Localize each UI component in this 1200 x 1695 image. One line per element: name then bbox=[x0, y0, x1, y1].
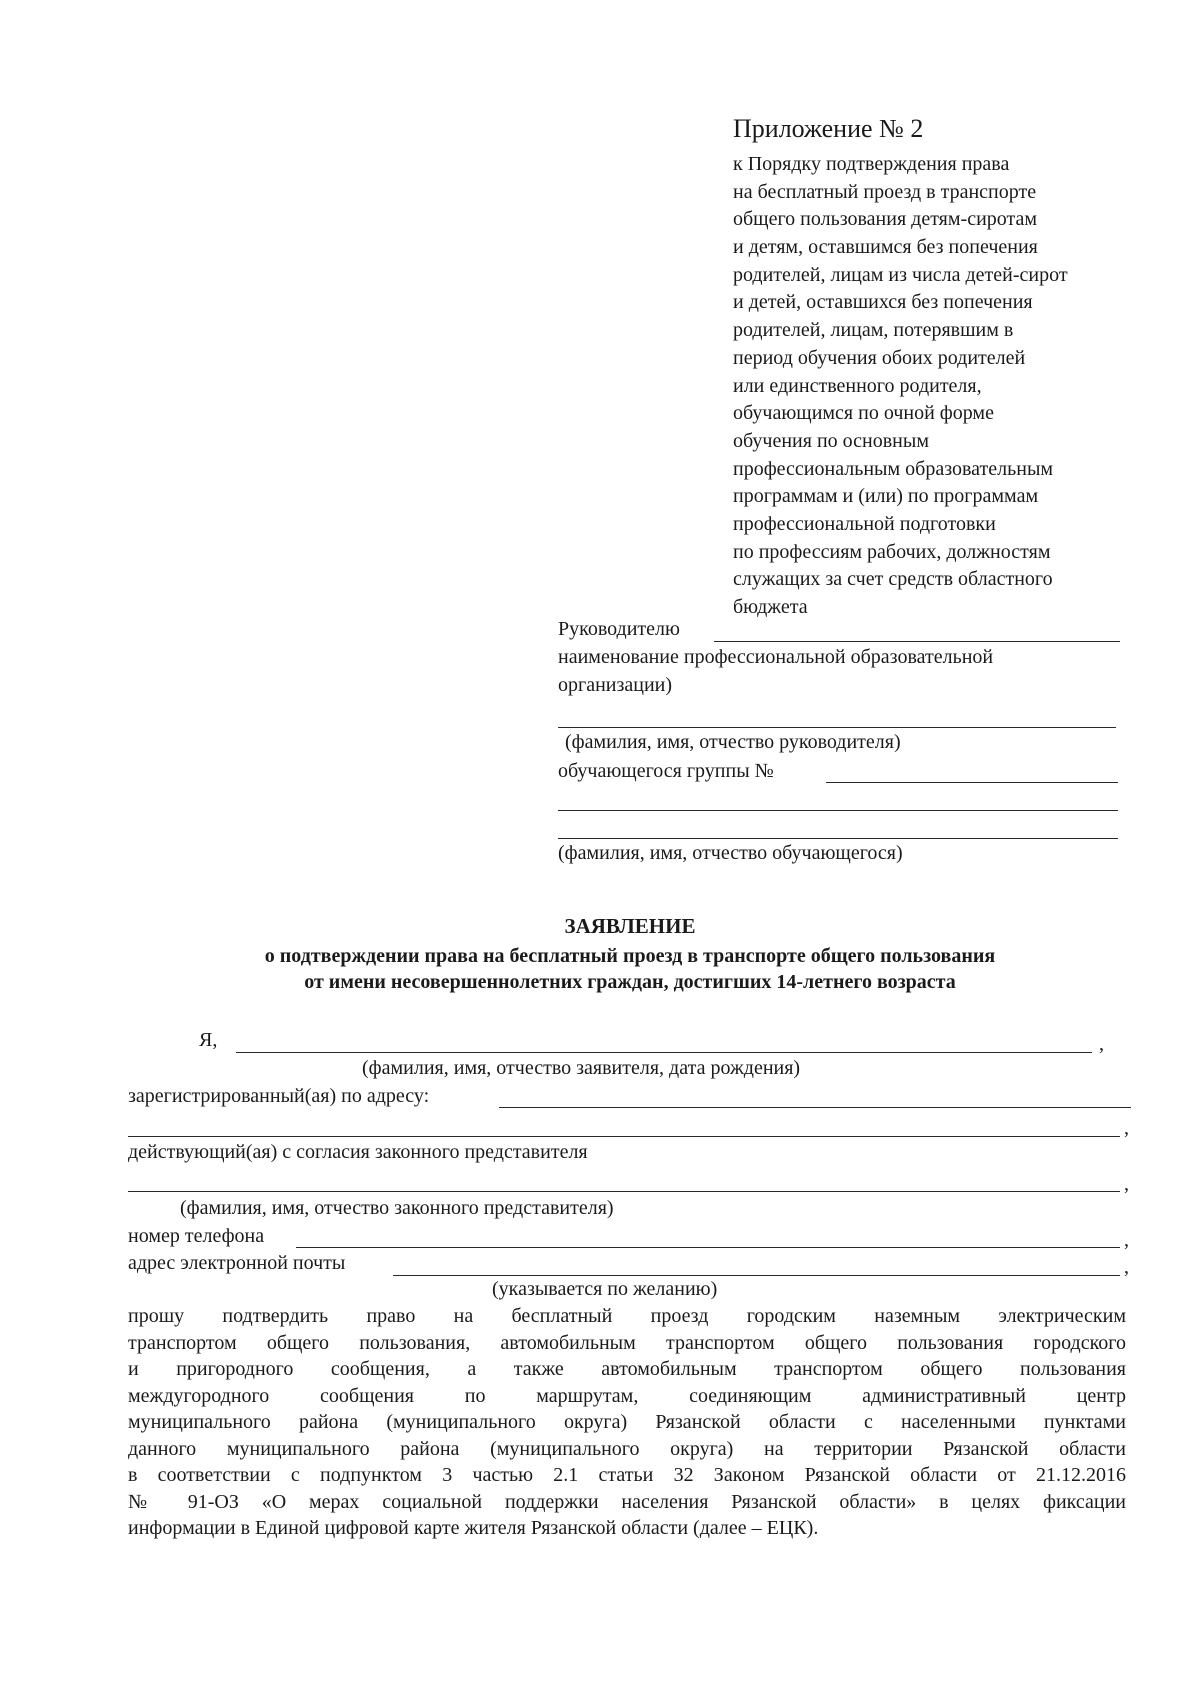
comma: , bbox=[1099, 1033, 1104, 1055]
student-group-field[interactable] bbox=[826, 782, 1118, 783]
paragraph-line: и пригородного сообщения, а также автомобильным транспортом общего пользования bbox=[128, 1358, 1126, 1380]
appendix-line: программам и (или) по программам bbox=[733, 485, 1039, 508]
paragraph-line: транспортом общего пользования, автомобильным транспортом общего пользования городского bbox=[128, 1331, 1126, 1354]
comma: , bbox=[1124, 1229, 1129, 1251]
appendix-line: обучающимся по очной форме bbox=[733, 402, 994, 425]
head-label: Руководителю bbox=[558, 618, 680, 640]
appendix-description bbox=[733, 151, 1068, 622]
phone-label: номер телефона bbox=[128, 1225, 265, 1247]
representative-name-field[interactable] bbox=[128, 1191, 1120, 1192]
appendix-line: профессиональным образовательным bbox=[733, 457, 1054, 480]
appendix-line: служащих за счет средств областного bbox=[733, 568, 1053, 591]
comma: , bbox=[1124, 1256, 1129, 1278]
request-paragraph bbox=[128, 1303, 1126, 1542]
paragraph-line: № 91-ОЗ «О мерах социальной поддержки населения Рязанской области» в целях фиксации bbox=[128, 1490, 1126, 1513]
address-field-1[interactable] bbox=[499, 1107, 1131, 1108]
paragraph-line: муниципального района (муниципального округа) Рязанской области с населенными пунктами bbox=[128, 1411, 1126, 1433]
address-field-2[interactable] bbox=[128, 1136, 1120, 1137]
appendix-line: родителей, лицам, потерявшим в bbox=[733, 319, 1014, 342]
applicant-label: Я, bbox=[199, 1029, 218, 1051]
appendix-line: к Порядку подтверждения права bbox=[733, 153, 1010, 175]
paragraph-line: данного муниципального района (муниципального округа) на территории Рязанской области bbox=[128, 1437, 1126, 1460]
applicant-hint: (фамилия, имя, отчество заявителя, дата рождения) bbox=[362, 1057, 801, 1079]
email-hint: (указывается по желанию) bbox=[492, 1278, 718, 1300]
appendix-line: и детей, оставшихся без попечения bbox=[733, 291, 1033, 314]
student-name-hint: (фамилия, имя, отчество обучающегося) bbox=[558, 842, 903, 864]
statement-subtitle: о подтверждении права на бесплатный проезд в транспорте общего пользования bbox=[264, 945, 996, 967]
appendix-line: бюджета bbox=[733, 596, 808, 618]
appendix-line: период обучения обоих родителей bbox=[733, 346, 1026, 369]
comma: , bbox=[1124, 1173, 1129, 1195]
consent-label: действующий(ая) с согласия законного представителя bbox=[128, 1141, 588, 1163]
appendix-line: или единственного родителя, bbox=[733, 374, 982, 397]
appendix-line: профессиональной подготовки bbox=[733, 512, 996, 535]
head-org-field[interactable] bbox=[714, 641, 1120, 642]
paragraph-line: прошу подтвердить право на бесплатный проезд городским наземным электрическим bbox=[128, 1305, 1126, 1327]
paragraph-line: информации в Единой цифровой карте жителя Рязанской области (далее – ЕЦК). bbox=[128, 1517, 819, 1539]
head-name-field[interactable] bbox=[558, 727, 1116, 728]
student-name-field-2[interactable] bbox=[558, 838, 1118, 839]
representative-hint: (фамилия, имя, отчество законного представителя) bbox=[180, 1197, 614, 1219]
appendix-line: родителей, лицам из числа детей-сирот bbox=[733, 263, 1068, 286]
email-field[interactable] bbox=[393, 1275, 1120, 1276]
appendix-line: по профессиям рабочих, должностям bbox=[733, 540, 1051, 563]
paragraph-line: междугородного сообщения по маршрутам, соединяющим административный центр bbox=[128, 1384, 1126, 1407]
appendix-line: общего пользования детям-сиротам bbox=[733, 208, 1038, 231]
statement-subtitle-cont: от имени несовершеннолетних граждан, достигших 14-летнего возраста bbox=[304, 971, 956, 993]
address-label: зарегистрированный(ая) по адресу: bbox=[128, 1085, 430, 1107]
comma: , bbox=[1124, 1117, 1129, 1139]
appendix-line: и детям, оставшимся без попечения bbox=[733, 236, 1038, 259]
student-name-field-1[interactable] bbox=[558, 810, 1118, 811]
email-label: адрес электронной почты bbox=[128, 1252, 346, 1274]
org-hint: наименование профессиональной образовательной bbox=[558, 646, 994, 668]
appendix-line: на бесплатный проезд в транспорте bbox=[733, 180, 1037, 203]
paragraph-line: в соответствии с подпунктом 3 частью 2.1 статьи 32 Законом Рязанской области от 21.12.2016 bbox=[128, 1464, 1126, 1486]
statement-title: ЗАЯВЛЕНИЕ bbox=[564, 914, 696, 938]
appendix-title: Приложение № 2 bbox=[733, 114, 924, 143]
student-group-label: обучающегося группы № bbox=[558, 760, 774, 782]
org-hint-cont: организации) bbox=[558, 674, 673, 696]
head-name-hint: (фамилия, имя, отчество руководителя) bbox=[565, 731, 901, 753]
applicant-name-field[interactable] bbox=[236, 1052, 1092, 1053]
phone-field[interactable] bbox=[296, 1247, 1120, 1248]
appendix-line: обучения по основным bbox=[733, 429, 929, 452]
